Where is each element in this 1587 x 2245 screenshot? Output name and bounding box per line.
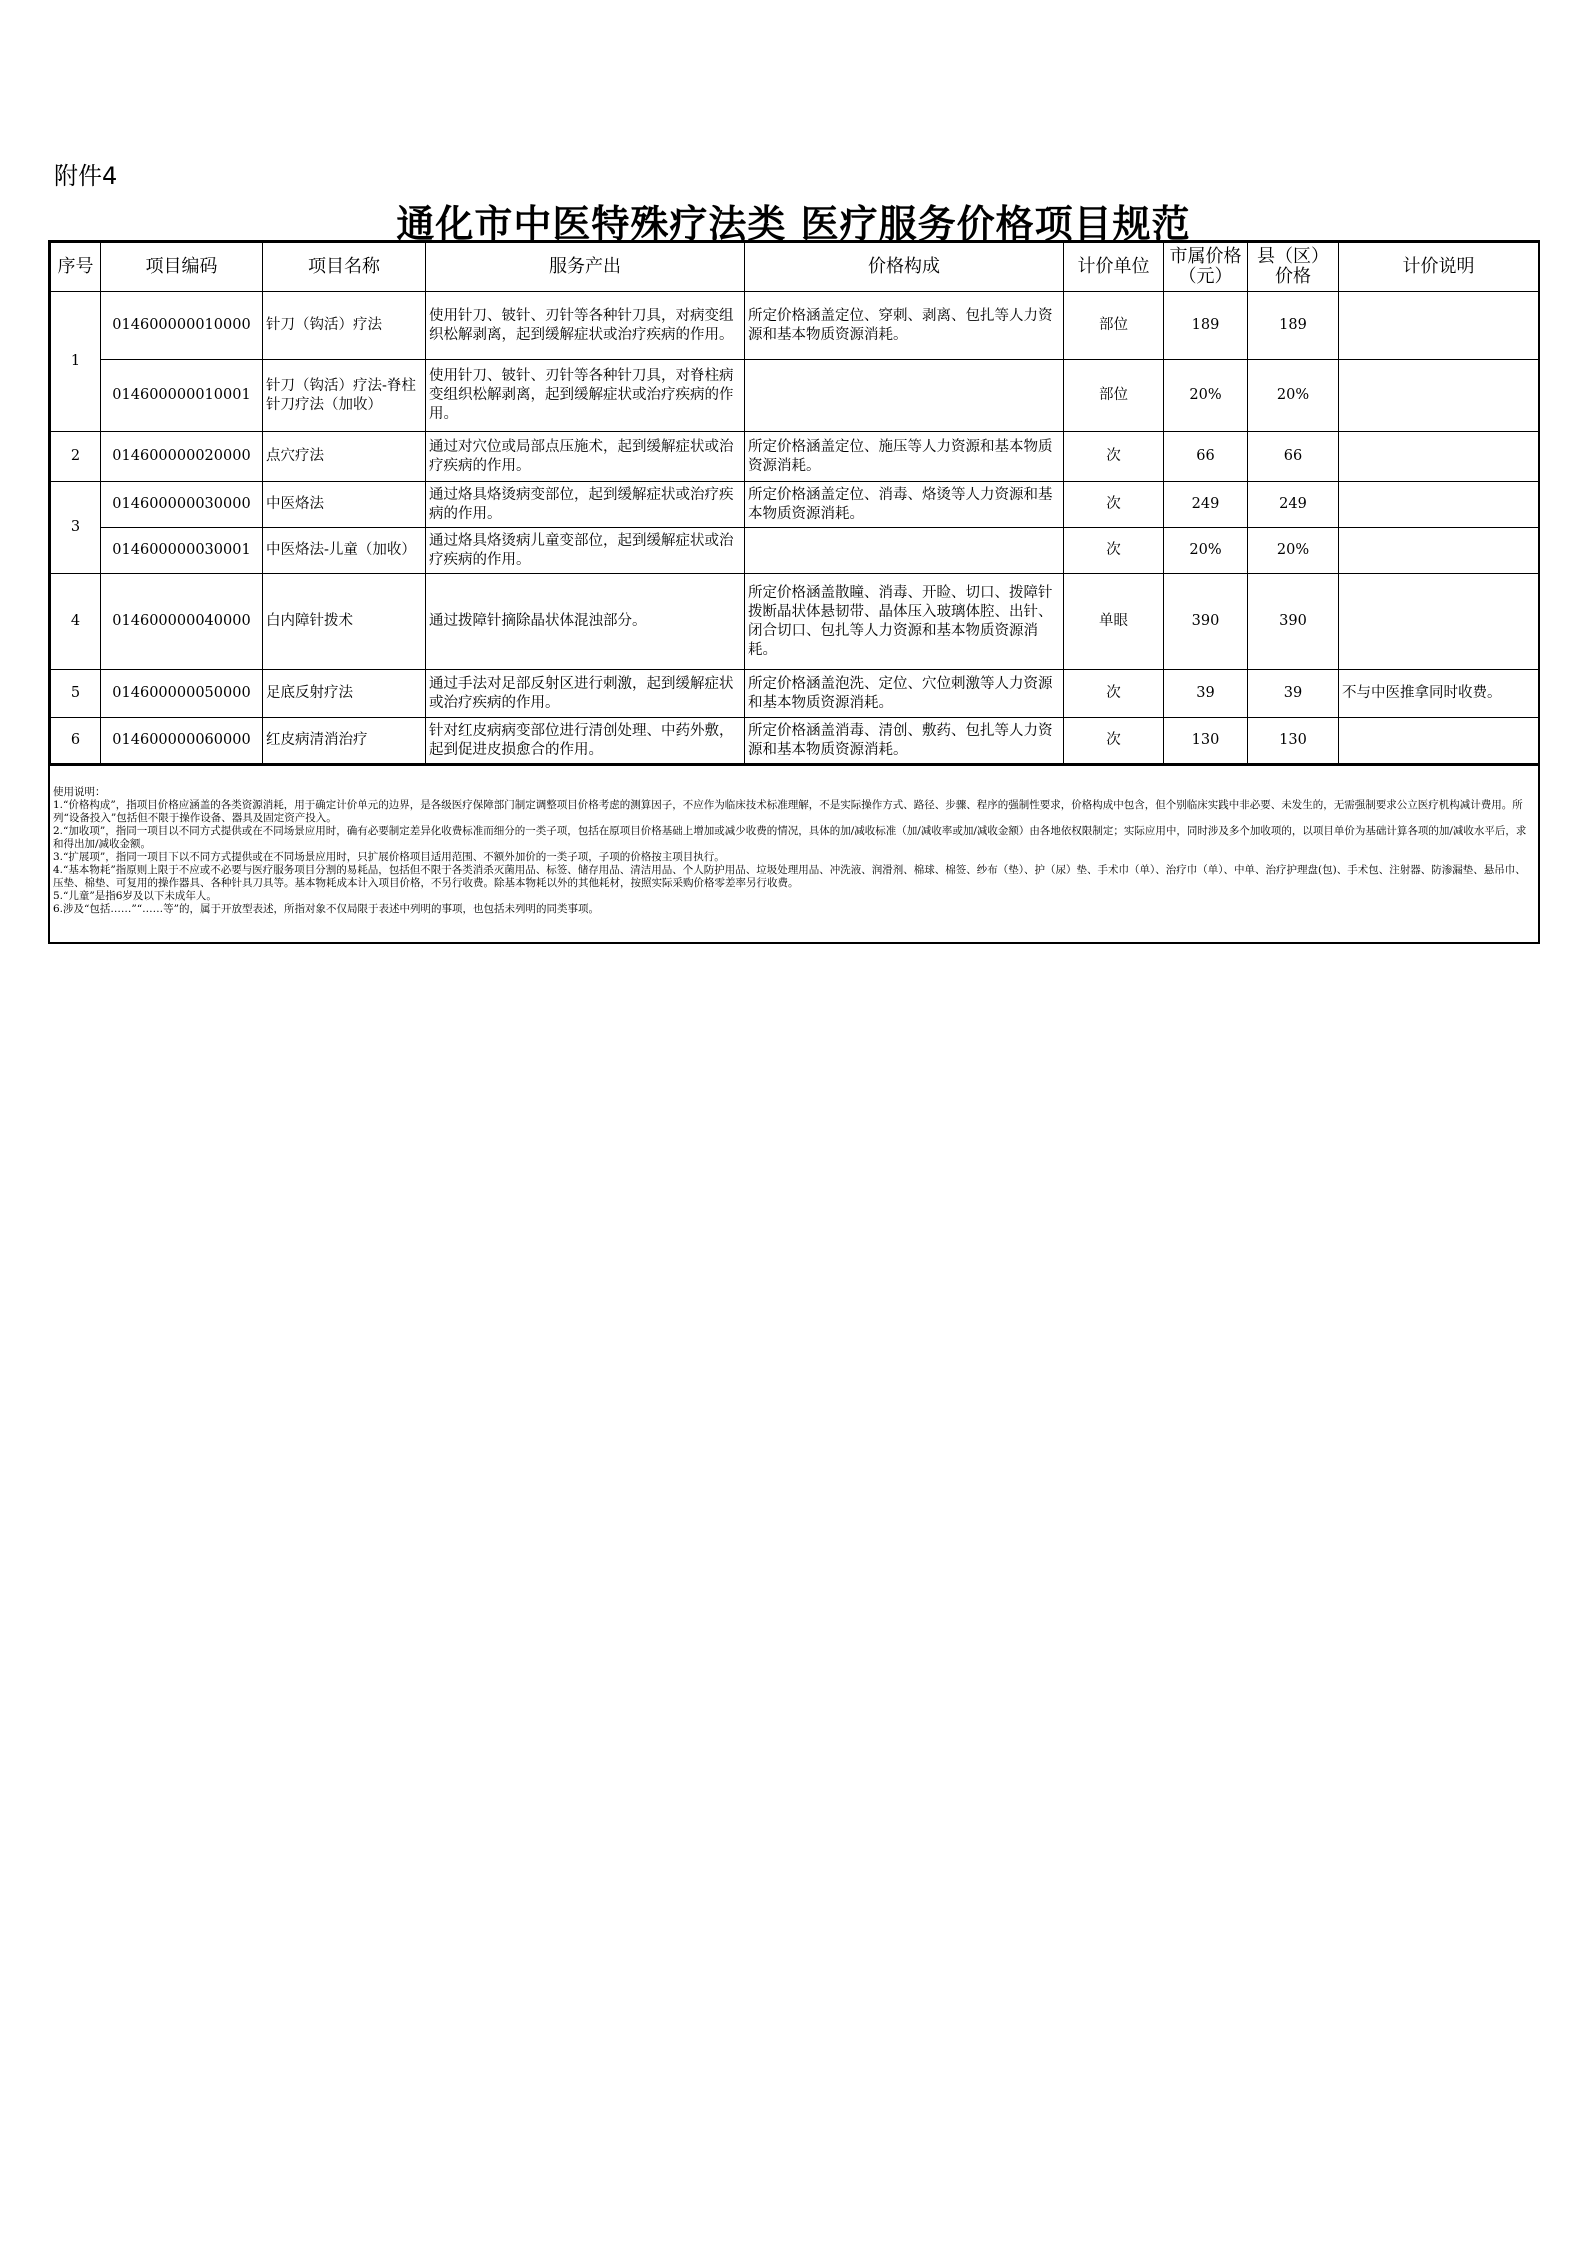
cell-unit: 次 [1064,432,1164,482]
cell-code: 014600000010000 [101,292,263,360]
cell-note [1339,360,1539,432]
cell-seq: 3 [51,482,101,574]
header-output: 服务产出 [426,243,745,292]
usage-note-item: 5.“儿童”是指6岁及以下未成年人。 [53,890,217,902]
usage-note-item: 1.“价格构成”，指项目价格应涵盖的各类资源消耗，用于确定计价单元的边界，是各级医疗保障部门制定调整项目价格考虑的测算因子，不应作为临床技术标准理解，不是实际操作方式、路径、步骤、程序的强制性要求，价格构成中包含，但个别临床实践中非必要、未发生的，无需强制要求公立医疗机构减计费用。所列“设备投入”包括但不限于操作设备、器具及固定资产投入。 [53,799,1523,824]
cell-code: 014600000050000 [101,670,263,718]
cell-county-price: 20% [1248,360,1339,432]
table-row [51,574,1539,670]
cell-county-price: 249 [1248,482,1339,528]
header-county-price: 县（区）价格 [1248,243,1339,292]
cell-seq: 2 [51,432,101,482]
cell-output: 通过拨障针摘除晶状体混浊部分。 [426,574,745,670]
cell-output: 针对红皮病病变部位进行清创处理、中药外敷，起到促进皮损愈合的作用。 [426,718,745,764]
cell-unit: 部位 [1064,360,1164,432]
cell-name: 足底反射疗法 [263,670,426,718]
cell-code: 014600000020000 [101,432,263,482]
cell-price-composition [745,360,1064,432]
usage-note-item: 6.涉及“包括……”“……等”的，属于开放型表述，所指对象不仅局限于表述中列明的事项，也包括未列明的同类事项。 [53,903,599,915]
header-price-composition: 价格构成 [745,243,1064,292]
cell-unit: 部位 [1064,292,1164,360]
cell-price-composition: 所定价格涵盖定位、施压等人力资源和基本物质资源消耗。 [745,432,1064,482]
cell-name: 红皮病清消治疗 [263,718,426,764]
cell-output: 通过对穴位或局部点压施术，起到缓解症状或治疗疾病的作用。 [426,432,745,482]
table-row [51,432,1539,482]
cell-note [1339,574,1539,670]
cell-name: 白内障针拨术 [263,574,426,670]
cell-code: 014600000010001 [101,360,263,432]
cell-city-price: 249 [1164,482,1248,528]
cell-seq: 1 [51,292,101,432]
cell-county-price: 130 [1248,718,1339,764]
cell-code: 014600000040000 [101,574,263,670]
table-row [51,292,1539,360]
cell-output: 使用针刀、铍针、刃针等各种针刀具，对病变组织松解剥离，起到缓解症状或治疗疾病的作用。 [426,292,745,360]
table-row [51,718,1539,764]
header-note: 计价说明 [1339,243,1539,292]
cell-unit: 次 [1064,528,1164,574]
cell-seq: 5 [51,670,101,718]
cell-code: 014600000060000 [101,718,263,764]
cell-unit: 次 [1064,670,1164,718]
cell-output: 通过烙具烙烫病变部位，起到缓解症状或治疗疾病的作用。 [426,482,745,528]
cell-city-price: 66 [1164,432,1248,482]
cell-note [1339,292,1539,360]
cell-name: 针刀（钩活）疗法 [263,292,426,360]
cell-price-composition: 所定价格涵盖散瞳、消毒、开睑、切口、拨障针拨断晶状体悬韧带、晶体压入玻璃体腔、出针、闭合切口、包扎等人力资源和基本物质资源消耗。 [745,574,1064,670]
header-seq: 序号 [51,243,101,292]
cell-note [1339,432,1539,482]
cell-output: 通过烙具烙烫病儿童变部位，起到缓解症状或治疗疾病的作用。 [426,528,745,574]
cell-price-composition: 所定价格涵盖定位、消毒、烙烫等人力资源和基本物质资源消耗。 [745,482,1064,528]
header-unit: 计价单位 [1064,243,1164,292]
cell-output: 使用针刀、铍针、刃针等各种针刀具，对脊柱病变组织松解剥离，起到缓解症状或治疗疾病的作用。 [426,360,745,432]
cell-name: 点穴疗法 [263,432,426,482]
cell-county-price: 390 [1248,574,1339,670]
cell-name: 中医烙法 [263,482,426,528]
header-city-price: 市属价格（元） [1164,243,1248,292]
cell-price-composition [745,528,1064,574]
cell-city-price: 130 [1164,718,1248,764]
cell-seq: 6 [51,718,101,764]
cell-name: 中医烙法-儿童（加收） [263,528,426,574]
cell-price-composition: 所定价格涵盖定位、穿刺、剥离、包扎等人力资源和基本物质资源消耗。 [745,292,1064,360]
cell-unit: 单眼 [1064,574,1164,670]
cell-code: 014600000030001 [101,528,263,574]
cell-note [1339,718,1539,764]
usage-note-item: 2.“加收项”，指同一项目以不同方式提供或在不同场景应用时，确有必要制定差异化收费标准而细分的一类子项，包括在原项目价格基础上增加或减少收费的情况，具体的加/减收标准（加/减收率或加/减收金额）由各地依权限制定；实际应用中，同时涉及多个加收项的，以项目单价为基础计算各项的加/减收水平后，求和得出加/减收金额。 [53,825,1527,850]
usage-notes [50,764,1538,942]
cell-county-price: 189 [1248,292,1339,360]
cell-name: 针刀（钩活）疗法-脊柱针刀疗法（加收） [263,360,426,432]
header-name: 项目名称 [263,243,426,292]
cell-city-price: 390 [1164,574,1248,670]
header-code: 项目编码 [101,243,263,292]
cell-seq: 4 [51,574,101,670]
table-row [51,670,1539,718]
cell-code: 014600000030000 [101,482,263,528]
table-row [51,528,1539,574]
usage-note-item: 4.“基本物耗”指原则上限于不应或不必要与医疗服务项目分割的易耗品，包括但不限于各类消杀灭菌用品、标签、储存用品、清洁用品、个人防护用品、垃圾处理用品、冲洗液、润滑剂、棉球、棉签、纱布（垫）、护（尿）垫、手术巾（单）、治疗巾（单）、中单、治疗护理盘(包)、手术包、注射器、防渗漏垫、悬吊巾、压垫、棉垫、可复用的操作器具、各种针具刀具等。基本物耗成本计入项目价格，不另行收费。除基本物耗以外的其他耗材，按照实际采购价格零差率另行收费。 [53,864,1526,889]
cell-note: 不与中医推拿同时收费。 [1339,670,1539,718]
cell-note [1339,482,1539,528]
cell-city-price: 20% [1164,360,1248,432]
table-row [51,360,1539,432]
cell-city-price: 189 [1164,292,1248,360]
price-table-sheet [48,240,1540,944]
usage-note-item: 3.“扩展项”，指同一项目下以不同方式提供或在不同场景应用时，只扩展价格项目适用范围、不额外加价的一类子项，子项的价格按主项目执行。 [53,851,725,863]
table-header-row [51,243,1539,292]
cell-unit: 次 [1064,482,1164,528]
usage-notes-heading: 使用说明： [53,786,106,798]
cell-output: 通过手法对足部反射区进行刺激，起到缓解症状或治疗疾病的作用。 [426,670,745,718]
price-table [50,242,1539,764]
cell-price-composition: 所定价格涵盖消毒、清创、敷药、包扎等人力资源和基本物质资源消耗。 [745,718,1064,764]
cell-county-price: 66 [1248,432,1339,482]
cell-city-price: 39 [1164,670,1248,718]
cell-price-composition: 所定价格涵盖泡洗、定位、穴位刺激等人力资源和基本物质资源消耗。 [745,670,1064,718]
attachment-label: 附件4 [54,162,118,190]
cell-city-price: 20% [1164,528,1248,574]
cell-note [1339,528,1539,574]
cell-county-price: 20% [1248,528,1339,574]
table-row [51,482,1539,528]
cell-county-price: 39 [1248,670,1339,718]
cell-unit: 次 [1064,718,1164,764]
page-title: 通化市中医特殊疗法类 医疗服务价格项目规范 [396,201,1191,246]
